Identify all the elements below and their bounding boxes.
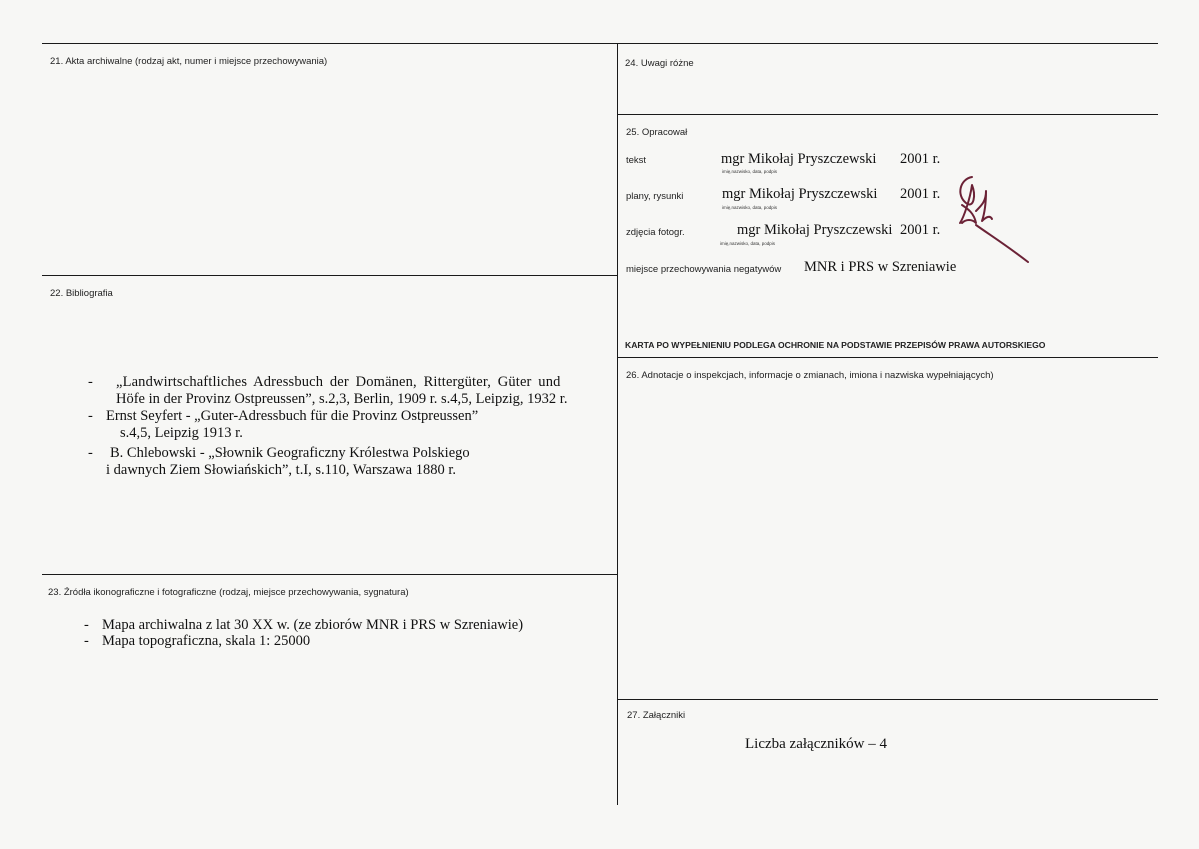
section-23-title: 23. Źródła ikonograficzne i fotograficzne (rodzaj, miejsce przechowywania, sygnatura): [48, 587, 409, 598]
author-name: mgr Mikołaj Pryszczewski: [721, 151, 877, 167]
bibliography-line: „Landwirtschaftliches Adressbuch der Domänen, Rittergüter, Güter und: [116, 374, 561, 390]
author-name: mgr Mikołaj Pryszczewski: [722, 186, 878, 202]
bibliography-line: s.4,5, Leipzig 1913 r.: [120, 425, 243, 441]
author-year: 2001 r.: [900, 222, 941, 238]
copyright-notice: KARTA PO WYPEŁNIENIU PODLEGA OCHRONIE NA PODSTAWIE PRZEPISÓW PRAWA AUTORSKIEGO: [625, 340, 1046, 350]
list-dash: -: [88, 445, 93, 461]
author-row-label: zdjęcia fotogr.: [626, 227, 685, 238]
top-rule: [42, 43, 1158, 44]
section-22-title: 22. Bibliografia: [50, 288, 113, 299]
list-dash: -: [88, 374, 93, 390]
section-25-title: 25. Opracował: [626, 127, 688, 138]
rule-22-23: [42, 574, 618, 575]
section-27-title: 27. Załączniki: [627, 710, 686, 721]
section-21-title: 21. Akta archiwalne (rodzaj akt, numer i miejsce przechowywania): [50, 56, 328, 67]
author-row-label: tekst: [626, 155, 647, 166]
bibliography-line: Ernst Seyfert - „Guter-Adressbuch für die Provinz Ostpreussen”: [106, 408, 479, 424]
author-row-label: plany, rysunki: [626, 191, 684, 202]
author-name: mgr Mikołaj Pryszczewski: [737, 222, 893, 238]
rule-notice-26: [618, 357, 1158, 358]
iconographic-item: Mapa archiwalna z lat 30 XX w. (ze zbiorów MNR i PRS w Szreniawie): [102, 617, 524, 633]
attachments-count: Liczba załączników – 4: [745, 736, 888, 752]
rule-24-25: [618, 114, 1158, 115]
section-26-title: 26. Adnotacje o inspekcjach, informacje o zmianach, imiona i nazwiska wypełniających): [626, 370, 994, 381]
author-caption: imię,nazwisko, data, podpis: [720, 241, 776, 246]
negatives-value: MNR i PRS w Szreniawie: [804, 259, 957, 275]
iconographic-item: Mapa topograficzna, skala 1: 25000: [102, 633, 311, 649]
column-divider: [617, 43, 618, 805]
rule-21-22: [42, 275, 618, 276]
author-caption: imię,nazwisko, data, podpis: [722, 169, 778, 174]
bibliography-line: i dawnych Ziem Słowiańskich”, t.I, s.110, Warszawa 1880 r.: [106, 462, 456, 478]
list-dash: -: [84, 617, 89, 633]
author-year: 2001 r.: [900, 186, 941, 202]
bibliography-line: Höfe in der Provinz Ostpreussen”, s.2,3, Berlin, 1909 r. s.4,5, Leipzig, 1932 r.: [116, 391, 568, 407]
rule-26-27: [618, 699, 1158, 700]
list-dash: -: [84, 633, 89, 649]
author-caption: imię,nazwisko, data, podpis: [722, 205, 778, 210]
section-24-title: 24. Uwagi różne: [625, 58, 694, 69]
signature-mark: [946, 165, 1036, 275]
negatives-label: miejsce przechowywania negatywów: [626, 264, 782, 275]
list-dash: -: [88, 408, 93, 424]
author-year: 2001 r.: [900, 151, 941, 167]
bibliography-line: B. Chlebowski - „Słownik Geograficzny Królestwa Polskiego: [110, 445, 470, 461]
